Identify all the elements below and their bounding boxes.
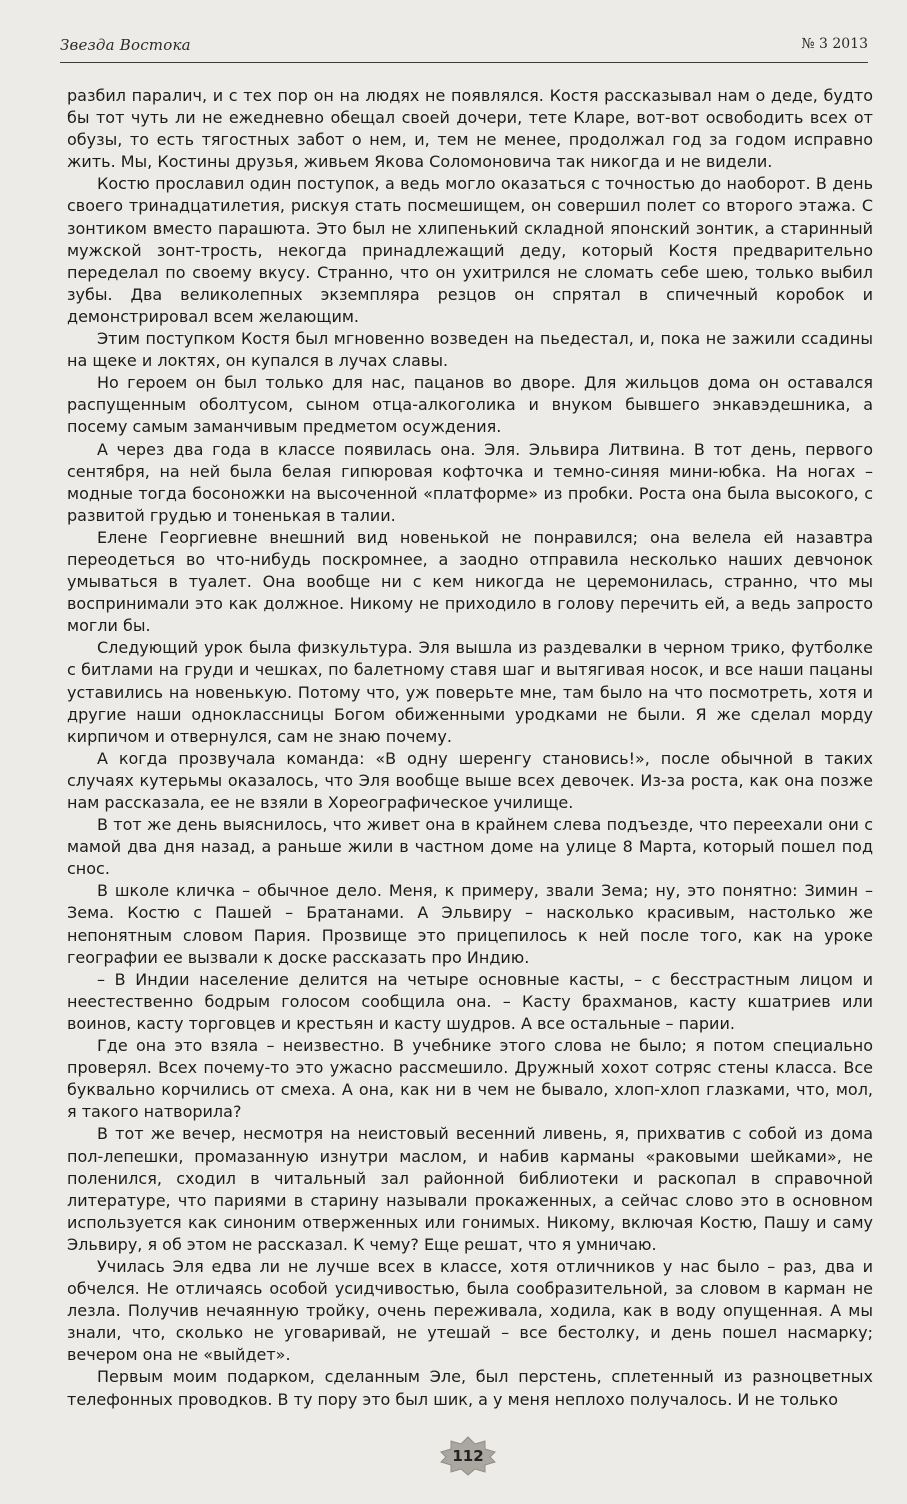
paragraph: Первым моим подарком, сделанным Эле, был перстень, сплетенный из разноцветных телефонных проводков. В ту пору это был шик, а у меня неплохо получалось. И не только bbox=[67, 1367, 873, 1409]
paragraph: Костю прославил один поступок, а ведь могло оказаться с точностью до наоборот. В день своего тринадцатилетия, рискуя стать посмешищем, он совершил полет со второго этажа. С зонтиком вместо парашюта. Это был не хлипенький складной японский зонтик, а старинный мужской зонт-трость, некогда принадлежащий деду, который Костя предварительно переделал по своему вкусу. Странно, что он ухитрился не сломать себе шею, только выбил зубы. Два великолепных экземпляра резцов он спрятал в спичечный коробок и демонстрировал всем желающим. bbox=[67, 174, 873, 326]
paragraph: Этим поступком Костя был мгновенно возведен на пьедестал, и, пока не зажили ссадины на щеке и локтях, он купался в лучах славы. bbox=[67, 329, 873, 371]
article-text bbox=[67, 85, 873, 1411]
paragraph: Но героем он был только для нас, пацанов во дворе. Для жильцов дома он оставался распущенным оболтусом, сыном отца-алкоголика и внуком бывшего энкавэдешника, а посему самым заманчивым предметом осуждения. bbox=[67, 373, 873, 437]
paragraph: Училась Эля едва ли не лучше всех в классе, хотя отличников у нас было – раз, два и обчелся. Не отличаясь особой усидчивостью, была сообразительной, за словом в карман не лезла. Получив нечаянную тройку, очень переживала, ходила, как в воду опущенная. А мы знали, что, сколько не уговаривай, не утешай – все бестолку, и день пошел насмарку; вечером она не «выйдет». bbox=[67, 1256, 873, 1365]
issue-info: № 3 2013 bbox=[801, 36, 868, 52]
page-header bbox=[60, 36, 868, 63]
paragraph: А через два года в классе появилась она. Эля. Эльвира Литвина. В тот день, первого сентября, на ней была белая гипюровая кофточка и темно-синяя мини-юбка. На ногах – модные тогда босоножки на высоченной «платформе» из пробки. Роста она была высокого, с развитой грудью и тоненькая в талии. bbox=[67, 439, 873, 525]
paragraph: – В Индии население делится на четыре основные касты, – с бесстрастным лицом и неестественно бодрым голосом сообщила она. – Касту брахманов, касту кшатриев или воинов, касту торговцев и крестьян и касту шудров. А все остальные – парии. bbox=[67, 969, 873, 1033]
paragraph: Елене Георгиевне внешний вид новенькой не понравился; она велела ей назавтра переодеться во что-нибудь поскромнее, а заодно отправила несколько наших девчонок умываться в туалет. Она вообще ни с кем никогда не церемонилась, странно, что мы воспринимали это как должное. Никому не приходило в голову перечить ей, а ведь запросто могли бы. bbox=[67, 527, 873, 636]
page-number-label: 112 bbox=[452, 1447, 484, 1465]
page-number bbox=[438, 1436, 498, 1476]
paragraph: Следующий урок была физкультура. Эля вышла из раздевалки в черном трико, футболке с битлами на груди и чешках, по балетному ставя шаг и вытягивая носок, и все наши пацаны уставились на новенькую. Потому что, уж поверьте мне, там было на что посмотреть, хотя и другие наши одноклассницы Богом обиженными уродками не были. Я же сделал морду кирпичом и отвернулся, сам не знаю почему. bbox=[67, 638, 873, 746]
paragraph: Где она это взяла – неизвестно. В учебнике этого слова не было; я потом специально проверял. Всех почему-то это ужасно рассмешило. Дружный хохот сотряс стены класса. Все буквально корчились от смеха. А она, как ни в чем не бывало, хлоп-хлоп глазками, что, мол, я такого натворила? bbox=[67, 1036, 873, 1122]
paragraph: А когда прозвучала команда: «В одну шеренгу становись!», после обычной в таких случаях кутерьмы оказалось, что Эля вообще выше всех девочек. Из-за роста, как она позже нам рассказала, ее не взяли в Хореографическое училище. bbox=[67, 748, 873, 812]
paragraph: В тот же день выяснилось, что живет она в крайнем слева подъезде, что переехали они с мамой два дня назад, а раньше жили в частном доме на улице 8 Марта, который пошел под снос. bbox=[67, 815, 873, 879]
paragraph: разбил паралич, и с тех пор он на людях не появлялся. Костя рассказывал нам о деде, будто бы тот чуть ли не ежедневно обещал своей дочери, тете Кларе, вот-вот освободить всех от обузы, то есть тягостных забот о нем, и, тем не менее, продолжал год за годом исправно жить. Мы, Костины друзья, живьем Якова Соломоновича так никогда и не видели. bbox=[67, 86, 873, 172]
paragraph: В школе кличка – обычное дело. Меня, к примеру, звали Зема; ну, это понятно: Зимин – Зема. Костю с Пашей – Братанами. А Эльвиру – насколько красивым, настолько же непонятным словом Пария. Прозвище это прицепилось к ней после того, как на уроке географии ее вызвали к доске рассказать про Индию. bbox=[67, 881, 873, 967]
journal-title: Звезда Востока bbox=[60, 36, 191, 54]
paragraph: В тот же вечер, несмотря на неистовый весенний ливень, я, прихватив с собой из дома пол-лепешки, промазанную изнутри маслом, и набив карманы «раковыми шейками», не поленился, сходил в читальный зал районной библиотеки и раскопал в справочной литературе, что париями в старину называли прокаженных, а сейчас слово это в основном используется как синоним отверженных или гонимых. Никому, включая Костю, Пашу и саму Эльвиру, я об этом не рассказал. К чему? Еще решат, что я умничаю. bbox=[67, 1124, 873, 1254]
